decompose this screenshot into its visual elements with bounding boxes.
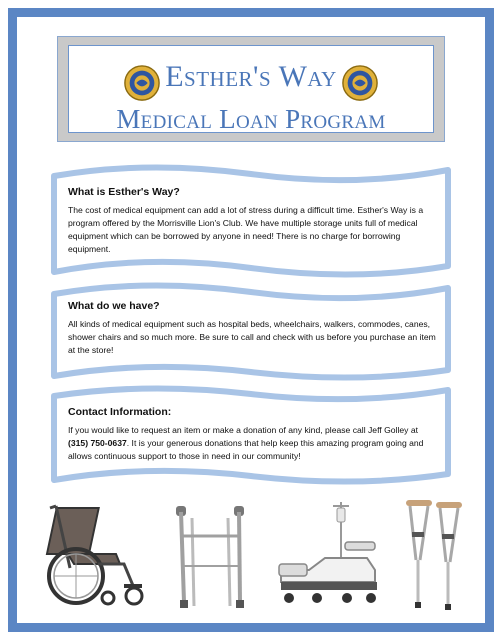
section-what-we-have <box>48 278 454 386</box>
phone-number: (315) 750-0637 <box>68 438 127 448</box>
section-content <box>68 186 436 256</box>
title-inner-box <box>68 45 434 133</box>
section-content <box>68 300 436 357</box>
body-text: If you would like to request an item or make a donation of any kind, please call Jeff Golley at <box>68 425 418 435</box>
wheelchair-icon <box>38 502 150 610</box>
lions-club-logo-icon <box>341 64 379 102</box>
program-subtitle: Medical Loan Program <box>116 104 386 134</box>
body-text: . It is your generous donations that help keep this amazing program going and allows continuous support to those in need in our community! <box>68 438 424 461</box>
section-content <box>68 406 436 463</box>
section-body: All kinds of medical equipment such as hospital beds, wheelchairs, walkers, commodes, canes, shower chairs and so much more. Be sure to call and check with us before you purchase an item at the store! <box>68 319 436 355</box>
section-what-is <box>48 158 454 284</box>
section-heading: What do we have? <box>68 300 160 312</box>
section-body <box>68 424 436 463</box>
crutches-icon <box>400 496 470 612</box>
section-body: The cost of medical equipment can add a lot of stress during a difficult time. Esther's Way is a program offered by the Morrisville Lion's Club. We have multiple storage units full of medical equipment which can be borrowed by anyone in need! There is no charge for borrowing equipment. <box>68 205 424 254</box>
section-heading: Contact Information: <box>68 406 172 418</box>
walker-icon <box>170 502 254 610</box>
section-contact <box>48 382 454 490</box>
hospital-bed-icon <box>275 498 387 610</box>
program-title: Esther's Way <box>165 60 337 93</box>
section-heading: What is Esther's Way? <box>68 186 180 198</box>
title-banner <box>57 36 445 142</box>
